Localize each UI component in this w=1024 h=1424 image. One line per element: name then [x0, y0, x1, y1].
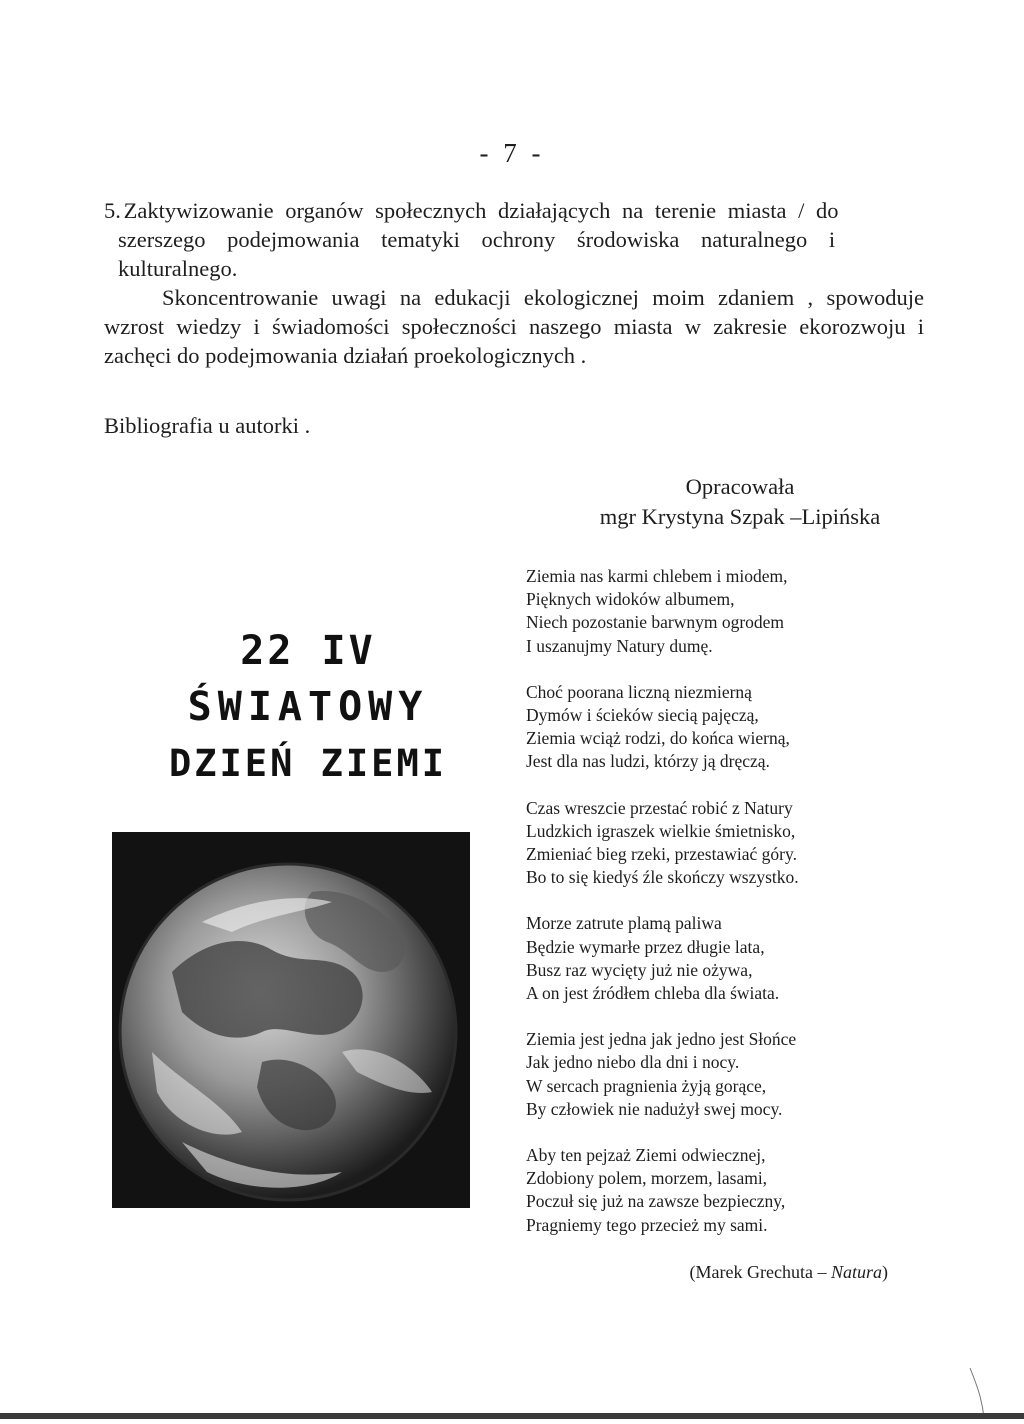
credit-title: Natura: [830, 1262, 882, 1282]
list-item-line-1: Zaktywizowanie organów społecznych działających na terenie miasta / do: [123, 198, 839, 223]
credit-suffix: ): [882, 1262, 888, 1282]
poem: [526, 565, 946, 1260]
earth-photo: [112, 832, 470, 1208]
earth-globe-icon: [112, 832, 470, 1208]
poem-line: Ziemia jest jedna jak jedno jest Słońce: [526, 1029, 797, 1050]
poem-line: Ziemia wciąż rodzi, do końca wierną,: [526, 728, 790, 749]
signature-block: [550, 472, 930, 532]
poem-line: A on jest źródłem chleba dla świata.: [526, 983, 780, 1004]
poster-title-line-1: ŚWIATOWY: [187, 684, 429, 730]
list-item-number: 5.: [104, 198, 121, 223]
poem-line: Zmieniać bieg rzeki, przestawiać góry.: [526, 844, 797, 865]
poem-line: Morze zatrute plamą paliwa: [526, 913, 722, 934]
bibliography-note: Bibliografia u autorki .: [104, 413, 311, 438]
poem-line: I uszanujmy Natury dumę.: [526, 635, 713, 656]
poem-stanza: [526, 797, 946, 890]
poem-line: Dymów i ścieków siecią pajęczą,: [526, 705, 759, 726]
author-name: mgr Krystyna Szpak –Lipińska: [599, 504, 881, 529]
poem-line: Pięknych widoków albumem,: [526, 589, 735, 610]
poem-stanza: [526, 565, 946, 658]
list-item-line-2: szerszego podejmowania tematyki ochrony środowiska naturalnego i: [118, 227, 836, 252]
poem-credit: [620, 1262, 888, 1283]
poem-line: Ziemia nas karmi chlebem i miodem,: [526, 566, 788, 586]
list-item-line-3: kulturalnego.: [118, 256, 238, 281]
prepared-by-label: Opracowała: [685, 474, 795, 499]
poem-line: Będzie wymarłe przez długie lata,: [526, 936, 765, 957]
poem-line: Jak jedno niebo dla dni i nocy.: [526, 1052, 740, 1073]
poem-line: Busz raz wycięty już nie ożywa,: [526, 959, 753, 980]
poem-line: Pragniemy tego przecież my sami.: [526, 1214, 768, 1235]
poem-line: Jest dla nas ludzi, którzy ją dręczą.: [526, 751, 770, 772]
scan-artifact-line: [968, 1368, 988, 1418]
poem-line: Choć poorana liczną niezmierną: [526, 681, 752, 702]
page-number: - 7 -: [479, 138, 545, 168]
credit-prefix: (Marek Grechuta –: [689, 1262, 831, 1282]
poem-line: Czas wreszcie przestać robić z Natury: [526, 797, 793, 818]
poem-stanza: [526, 912, 946, 1005]
scan-edge-mark: [0, 1413, 1024, 1419]
poem-line: Aby ten pejzaż Ziemi odwiecznej,: [526, 1145, 766, 1166]
poem-line: Zdobiony polem, morzem, lasami,: [526, 1168, 768, 1189]
poem-line: Niech pozostanie barwnym ogrodem: [526, 612, 785, 633]
poem-stanza: [526, 1144, 946, 1237]
poem-line: Bo to się kiedyś źle skończy wszystko.: [526, 867, 799, 888]
summary-paragraph: Skoncentrowanie uwagi na edukacji ekologicznej moim zdaniem , spowoduje wzrost wiedzy i świadomości społeczności naszego miasta w zakresie ekorozwoju i zachęci do podejmowania działań proekologicznych .: [104, 285, 924, 368]
poem-stanza: [526, 681, 946, 774]
poem-line: Poczuł się już na zawsze bezpieczny,: [526, 1191, 786, 1212]
poster-title-line-2: DZIEŃ ZIEMI: [168, 742, 448, 785]
poem-line: W sercach pragnienia żyją gorące,: [526, 1075, 767, 1096]
poem-line: By człowiek nie nadużył swej mocy.: [526, 1098, 783, 1119]
poster-date: 22 IV: [240, 628, 376, 674]
poem-stanza: [526, 1028, 946, 1121]
poem-line: Ludzkich igraszek wielkie śmietnisko,: [526, 820, 796, 841]
list-item-5: [104, 196, 924, 283]
